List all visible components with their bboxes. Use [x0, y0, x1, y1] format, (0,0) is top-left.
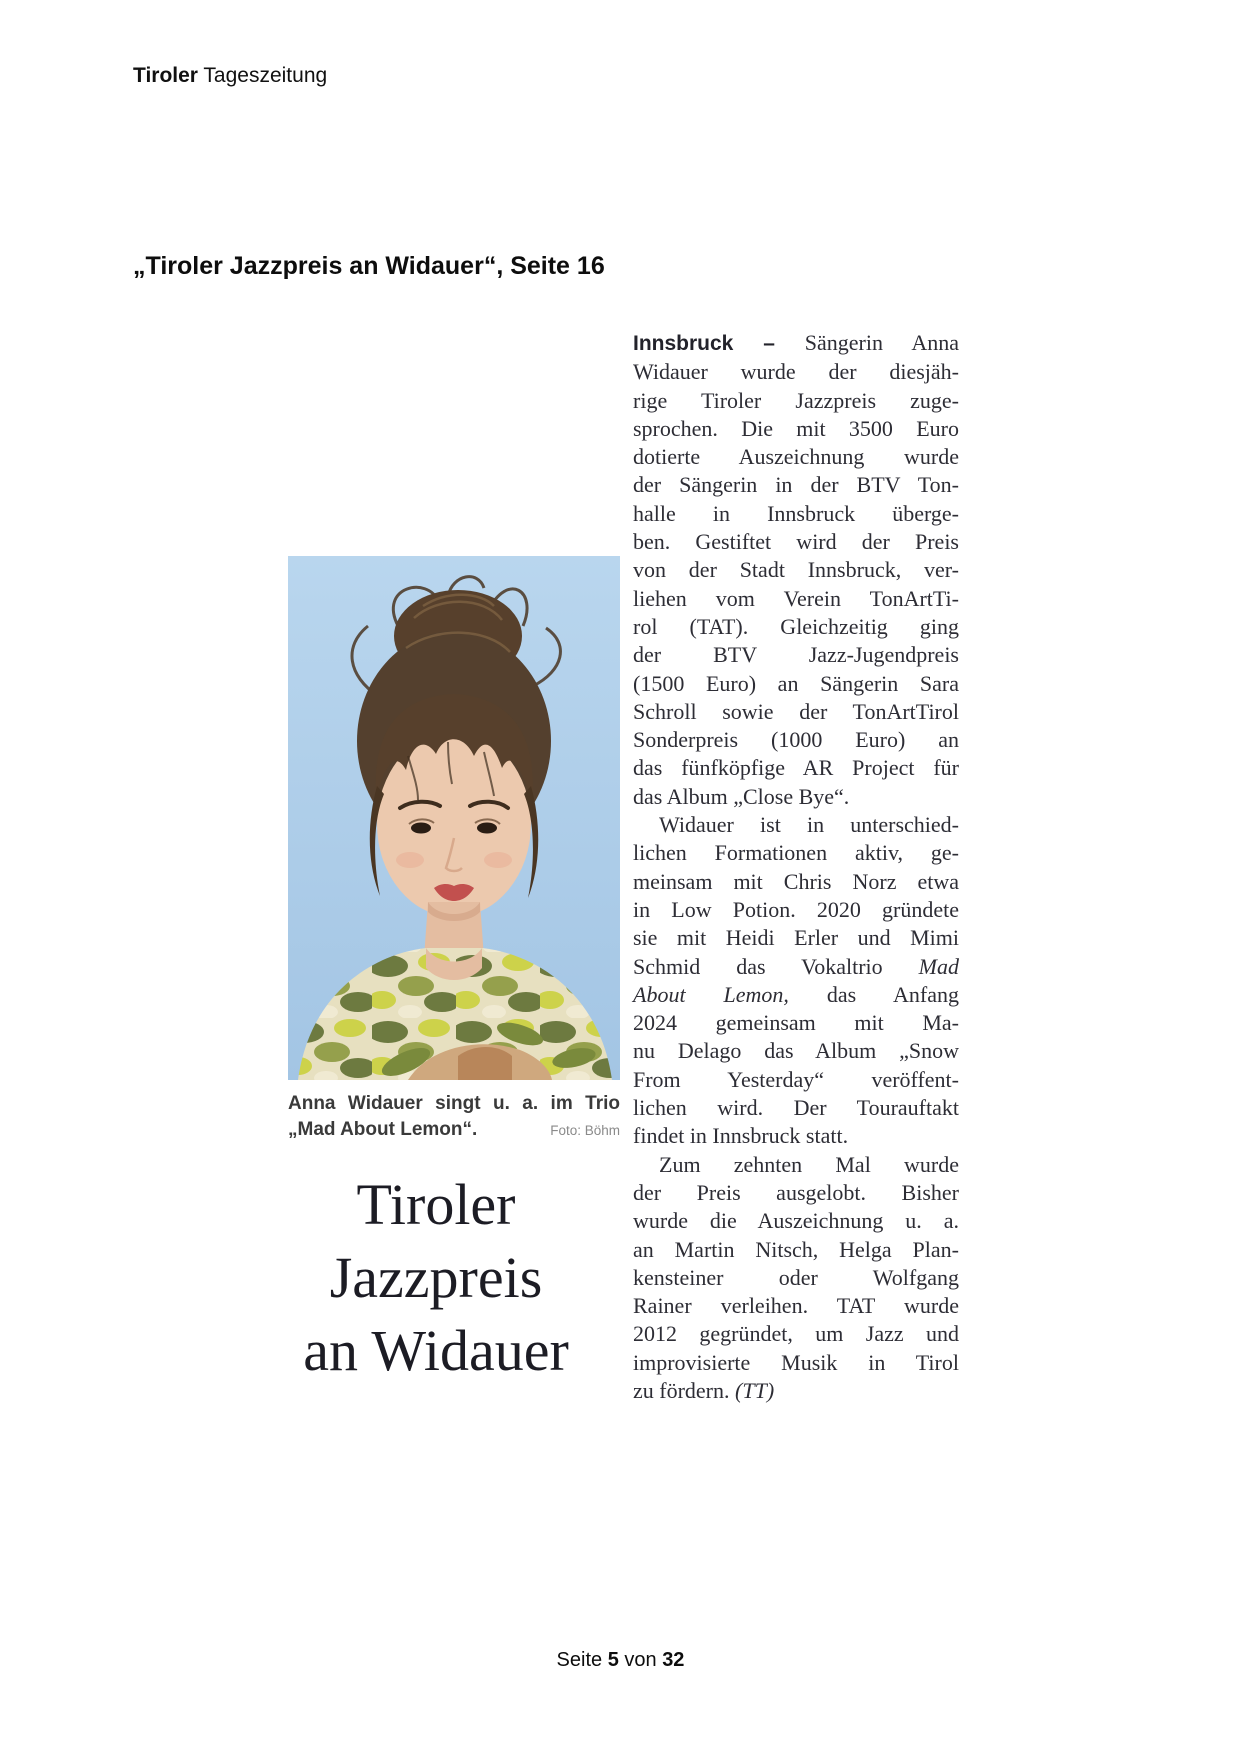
footer-page-number: 5 — [607, 1649, 619, 1671]
article-line: 2012 gegründet, um Jazz und — [633, 1321, 959, 1347]
headline-line-2: Jazzpreis — [329, 1245, 543, 1310]
article-line: kensteiner oder Wolfgang — [633, 1264, 959, 1290]
article-line: Rainer verleihen. TAT wurde — [633, 1293, 959, 1319]
caption-line-1: Anna Widauer singt u. a. im Trio — [288, 1093, 620, 1114]
article-line: Widauer ist in unterschied- — [659, 812, 959, 838]
page-footer — [0, 1649, 1241, 1672]
article-line: Widauer wurde der diesjäh- — [633, 359, 959, 385]
article-line: rol (TAT). Gleichzeitig ging — [633, 613, 959, 639]
article-line: der Preis ausgelobt. Bisher — [633, 1179, 959, 1205]
article-line: Innsbruck – Sängerin Anna — [633, 330, 959, 355]
article-line: findet in Innsbruck statt. — [633, 1123, 849, 1149]
article-headline — [250, 1168, 622, 1387]
footer-total-pages: 32 — [662, 1649, 685, 1671]
article-line: sprochen. Die mit 3500 Euro — [633, 415, 959, 441]
footer-word-seite: Seite — [556, 1649, 608, 1671]
article-line: lichen Formationen aktiv, ge- — [633, 840, 959, 866]
article-line: der Sängerin in der BTV Ton- — [633, 472, 959, 498]
article-line: in Low Potion. 2020 gründete — [633, 896, 959, 922]
headline-line-3: an Widauer — [303, 1318, 569, 1383]
article-line: das fünfköpfige AR Project für — [633, 755, 959, 781]
article-line: Schmid das Vokaltrio Mad — [633, 953, 959, 979]
article-line: sie mit Heidi Erler und Mimi — [633, 925, 959, 951]
masthead-brand-bold: Tiroler — [133, 64, 198, 87]
article-line: an Martin Nitsch, Helga Plan- — [633, 1236, 959, 1262]
article-line: das Album „Close Bye“. — [633, 783, 850, 809]
article-line: Sonderpreis (1000 Euro) an — [633, 727, 959, 753]
headline-line-1: Tiroler — [356, 1172, 516, 1237]
footer-word-von: von — [618, 1649, 663, 1671]
article-line: von der Stadt Innsbruck, ver- — [633, 557, 959, 583]
photo-figure — [288, 556, 620, 1080]
article-line: zu fördern. (TT) — [633, 1377, 775, 1403]
article-line: lichen wird. Der Tourauftakt — [633, 1095, 959, 1121]
article-line: From Yesterday“ veröffent- — [633, 1066, 959, 1092]
article-line: dotierte Auszeichnung wurde — [633, 444, 959, 470]
article-line: halle in Innsbruck überge- — [633, 500, 959, 526]
article-line: Schroll sowie der TonArtTirol — [633, 698, 959, 724]
photo-caption — [288, 1090, 620, 1141]
article-line: liehen vom Verein TonArtTi- — [633, 585, 959, 611]
article-line: improvisierte Musik in Tirol — [633, 1349, 959, 1375]
clipping-heading: „Tiroler Jazzpreis an Widauer“, Seite 16 — [133, 252, 605, 280]
portrait-photo — [288, 556, 620, 1080]
article-column — [633, 329, 959, 1405]
masthead — [133, 64, 327, 88]
article-line: meinsam mit Chris Norz etwa — [633, 868, 959, 894]
article-line: ben. Gestiftet wird der Preis — [633, 529, 959, 555]
article-line: rige Tiroler Jazzpreis zuge- — [633, 387, 959, 413]
article-line: 2024 gemeinsam mit Ma- — [633, 1010, 959, 1036]
article-line: nu Delago das Album „Snow — [633, 1038, 959, 1064]
caption-line-2-text: „Mad About Lemon“. — [288, 1119, 478, 1140]
article-line: (1500 Euro) an Sängerin Sara — [633, 670, 959, 696]
masthead-brand-regular: Tageszeitung — [197, 64, 328, 87]
article-line: Zum zehnten Mal wurde — [659, 1151, 959, 1177]
article-line: wurde die Auszeichnung u. a. — [633, 1208, 959, 1234]
photo-credit: Foto: Böhm — [550, 1123, 620, 1138]
caption-line-2 — [288, 1119, 620, 1141]
article-line: About Lemon, das Anfang — [633, 981, 959, 1007]
article-line: der BTV Jazz-Jugendpreis — [633, 642, 959, 668]
